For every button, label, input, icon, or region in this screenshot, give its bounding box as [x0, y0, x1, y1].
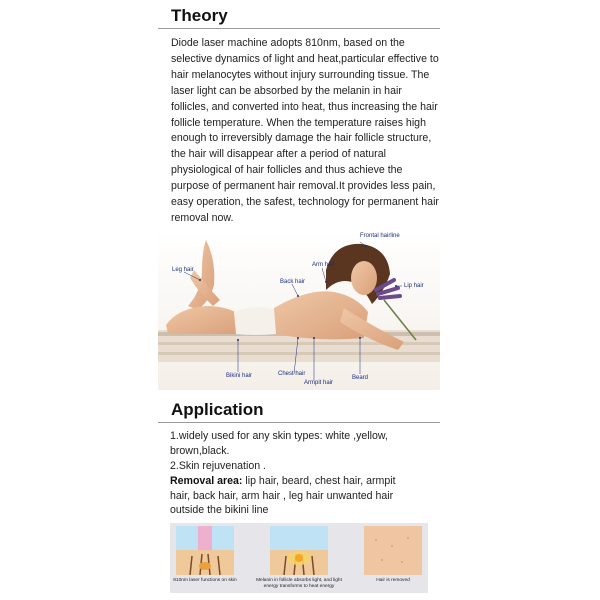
application-item-1: 1.widely used for any skin types: white ,yellow, brown,black.: [170, 430, 388, 457]
reclining-woman-illustration: [158, 230, 440, 390]
step-3-image: [364, 526, 422, 575]
theory-heading: Theory: [171, 6, 228, 25]
application-heading: Application: [171, 400, 264, 419]
label-frontal-hairline: Frontal hairline: [360, 233, 400, 239]
application-item-2: 2.Skin rejuvenation .: [170, 460, 266, 472]
label-beard: Beard: [352, 375, 369, 381]
theory-text: Diode laser machine adopts 810nm, based on the selective dynamics of light and heat,particular effective to hair melanocytes without injury surrounding tissue. The laser light can be absorbed by the melanin in hair follicles, and converted into heat, thus increasing the hair follicle temperature. When the temperature raises high enough to irreversibly damage the hair follicle structure, the hair will disappear after a period of natural physiological of hair follicles and thus achieve the purpose of permanent hair removal.It provides less pain, easy operation, the safest, technology for permanent hair removal now.: [171, 37, 439, 224]
theory-paragraph: [171, 36, 439, 227]
label-bikini-hair: Bikini hair: [226, 373, 253, 379]
application-divider: [158, 422, 440, 423]
step-1-caption: 810nm laser functions on skin: [173, 578, 237, 583]
theory-divider: [158, 28, 440, 29]
removal-area-text: lip hair, beard, chest hair, armpit hair, back hair, arm hair , leg hair unwanted hair outside the bikini line: [170, 475, 396, 516]
step-2-image: [270, 526, 328, 575]
label-chest-hair: Chest hair: [278, 371, 306, 377]
step-2-caption: Melanin in follicle absorbs light, and light energy transforms to heat energy: [256, 578, 342, 589]
label-leg-hair: Leg hair: [172, 267, 194, 273]
label-armpit-hair: Armpit hair: [304, 380, 334, 386]
step-1-image: [176, 526, 234, 575]
application-removal-area: [170, 474, 402, 518]
removal-area-label: Removal area:: [170, 475, 243, 487]
laser-on-skin-icon: [176, 526, 234, 575]
label-back-hair: Back hair: [280, 279, 306, 285]
hair-zones-figure: [158, 230, 440, 390]
label-lip-hair: Lip hair: [404, 283, 424, 289]
step-3-caption: Hair is removed: [376, 578, 410, 583]
treatment-steps-panel: [170, 523, 428, 593]
hair-removed-icon: [364, 526, 422, 575]
melanin-absorption-icon: [270, 526, 328, 575]
label-arm-hair: Arm hair: [312, 262, 335, 268]
